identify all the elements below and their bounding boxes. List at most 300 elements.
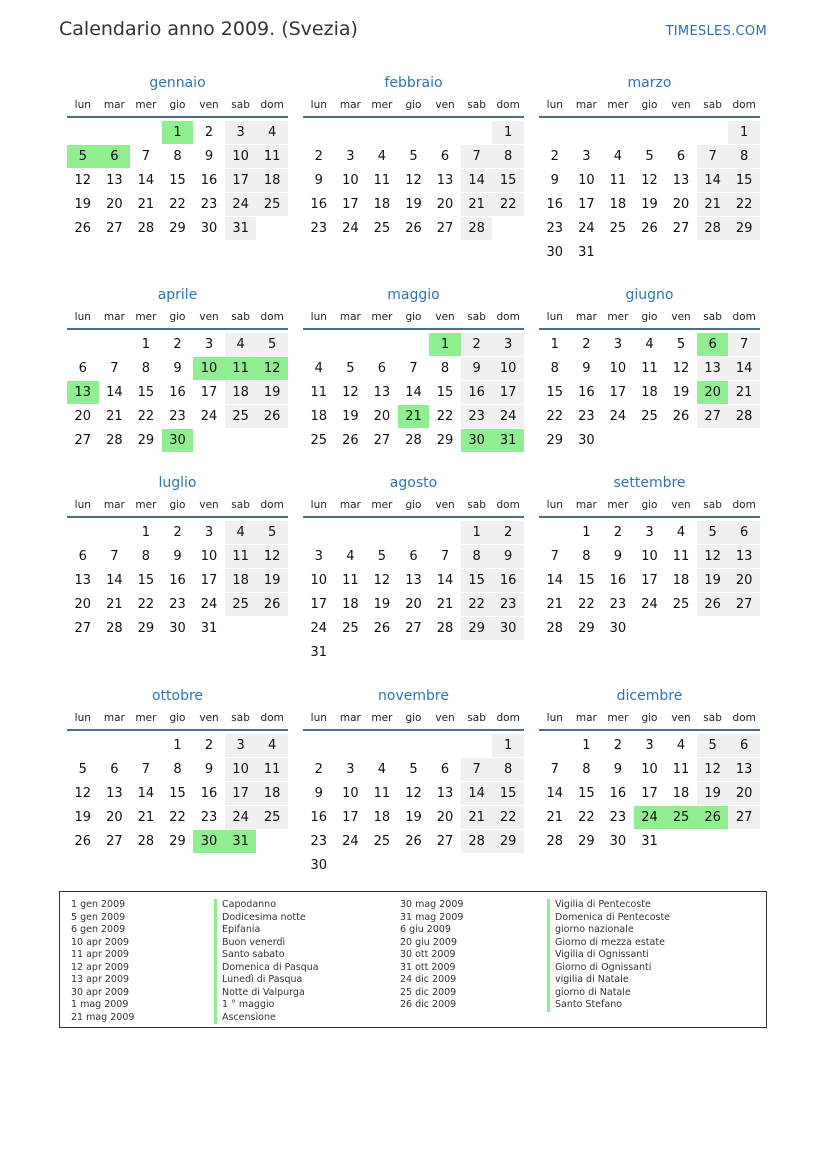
day-cell: 22: [436, 409, 454, 424]
day-cell: 8: [141, 361, 151, 376]
weekday-header: [67, 707, 288, 731]
weekday-label: gio: [169, 311, 186, 323]
day-cell: 20: [436, 810, 454, 825]
day-cell: 21: [697, 193, 729, 216]
weekday-label: ven: [435, 311, 455, 323]
day-cell: 13: [405, 573, 422, 588]
day-cell: 21: [546, 597, 564, 612]
weekday-label: sab: [703, 499, 722, 511]
legend-holiday-name: Ascensione: [214, 1012, 319, 1025]
day-cell: 18: [256, 782, 288, 805]
day-cell: 23: [609, 810, 627, 825]
week-row: [67, 121, 288, 145]
day-cell: 27: [728, 806, 760, 829]
day-cell: 7: [141, 762, 151, 777]
day-cell: 24: [634, 806, 666, 829]
day-cell: 29: [169, 834, 186, 849]
day-cell: 5: [377, 549, 387, 564]
day-cell: 25: [256, 806, 288, 829]
week-row: [67, 569, 288, 593]
day-cell: 19: [697, 569, 729, 592]
empty-cell: [571, 121, 603, 144]
day-cell: 18: [672, 573, 690, 588]
day-cell: 12: [697, 545, 729, 568]
day-cell: 14: [461, 169, 493, 192]
day-cell: 14: [546, 786, 564, 801]
day-cell: 13: [67, 381, 99, 404]
legend-holiday-name: Giorno di mezza estate: [547, 937, 670, 950]
day-cell: 31: [225, 830, 257, 853]
day-cell: 6: [676, 149, 686, 164]
day-cell: 14: [697, 169, 729, 192]
day-cell: 10: [641, 762, 658, 777]
legend-holiday-name: Dodicesima notte: [214, 912, 319, 925]
day-cell: 8: [582, 549, 591, 564]
day-cell: 2: [314, 762, 323, 777]
day-cell: 24: [225, 806, 257, 829]
weekday-label: gio: [641, 99, 658, 111]
weekday-header: [67, 494, 288, 518]
empty-cell: [366, 641, 398, 664]
day-cell: 30: [169, 621, 186, 636]
day-cell: 6: [78, 361, 87, 376]
day-cell: 24: [200, 597, 218, 612]
day-cell: 8: [440, 361, 450, 376]
day-cell: 1: [141, 337, 151, 352]
legend-dates-col-2: [400, 899, 463, 1012]
day-cell: 10: [310, 573, 328, 588]
day-cell: 12: [672, 361, 690, 376]
day-cell: 22: [137, 409, 155, 424]
empty-cell: [366, 734, 398, 757]
empty-cell: [461, 734, 493, 757]
day-cell: 3: [346, 149, 355, 164]
day-cell: 28: [106, 433, 123, 448]
day-cell: 3: [492, 333, 524, 356]
day-cell: 20: [106, 197, 123, 212]
day-cell: 13: [74, 573, 92, 588]
day-cell: 1: [582, 525, 591, 540]
empty-cell: [665, 830, 697, 853]
day-cell: 15: [546, 385, 564, 400]
day-cell: 24: [342, 834, 359, 849]
day-cell: 28: [728, 405, 760, 428]
day-cell: 7: [728, 333, 760, 356]
weekday-label: mar: [575, 712, 597, 724]
week-row: [303, 357, 524, 381]
week-row: [539, 593, 760, 617]
day-cell: 20: [728, 782, 760, 805]
month-marzo: [539, 72, 760, 265]
empty-cell: [99, 121, 131, 144]
day-cell: 30: [578, 433, 595, 448]
legend-names-col-1: [214, 899, 319, 1024]
day-cell: 16: [310, 197, 328, 212]
day-cell: 9: [314, 173, 323, 188]
legend-date: 31 ott 2009: [400, 961, 456, 973]
week-row: [539, 758, 760, 782]
day-cell: 13: [373, 385, 391, 400]
day-cell: 8: [728, 145, 760, 168]
day-cell: 18: [225, 381, 257, 404]
legend-date: 30 ott 2009: [400, 949, 456, 960]
day-cell: 8: [492, 758, 524, 781]
empty-cell: [665, 617, 697, 640]
week-row: [67, 193, 288, 217]
day-cell: 23: [578, 409, 595, 424]
legend-date: 20 giu 2009: [400, 936, 457, 948]
weekday-label: sab: [231, 712, 250, 724]
day-cell: 8: [492, 145, 524, 168]
day-cell: 19: [74, 810, 92, 825]
weekday-label: gio: [169, 99, 186, 111]
day-cell: 1: [582, 738, 591, 753]
day-cell: 23: [169, 409, 186, 424]
day-cell: 18: [256, 169, 288, 192]
day-cell: 22: [169, 197, 186, 212]
legend-holiday-name: Buon venerdì: [214, 937, 319, 950]
empty-cell: [335, 333, 367, 356]
day-cell: 5: [346, 361, 355, 376]
week-row: [67, 782, 288, 806]
day-cell: 7: [440, 549, 450, 564]
weekday-header: [67, 94, 288, 118]
empty-cell: [634, 429, 666, 452]
weekday-label: mar: [103, 712, 125, 724]
weekday-label: lun: [310, 311, 327, 323]
day-cell: 7: [409, 361, 418, 376]
empty-cell: [461, 121, 493, 144]
weekday-label: gio: [405, 712, 422, 724]
day-cell: 21: [546, 810, 564, 825]
legend-holiday-name: Notte di Valpurga: [214, 987, 319, 1000]
day-cell: 3: [645, 525, 654, 540]
weekday-label: dom: [260, 99, 284, 111]
day-cell: 17: [578, 197, 595, 212]
week-row: [303, 758, 524, 782]
day-cell: 10: [342, 786, 359, 801]
legend-holiday-name: Santo sabato: [214, 949, 319, 962]
weekday-header: [539, 94, 760, 118]
day-cell: 14: [461, 782, 493, 805]
day-cell: 9: [550, 173, 559, 188]
day-cell: 16: [461, 381, 493, 404]
day-cell: 30: [193, 830, 225, 853]
legend-date: 5 gen 2009: [71, 911, 126, 923]
week-row: [303, 782, 524, 806]
day-cell: 14: [106, 573, 123, 588]
empty-cell: [398, 734, 430, 757]
week-row: [303, 854, 524, 878]
empty-cell: [634, 617, 666, 640]
legend-holiday-name: giorno di Natale: [547, 987, 670, 1000]
day-cell: 14: [137, 786, 155, 801]
weekday-label: ven: [671, 99, 691, 111]
month-giugno: [539, 284, 760, 453]
empty-cell: [193, 429, 225, 452]
weekday-label: mer: [607, 499, 629, 511]
day-cell: 24: [641, 597, 658, 612]
day-cell: 4: [377, 762, 387, 777]
day-cell: 23: [461, 405, 493, 428]
empty-cell: [335, 854, 367, 877]
day-cell: 29: [461, 617, 493, 640]
day-cell: 27: [373, 433, 391, 448]
day-cell: 28: [106, 621, 123, 636]
day-cell: 11: [672, 762, 690, 777]
weekday-label: mer: [135, 499, 157, 511]
day-cell: 9: [204, 149, 214, 164]
legend-date: 1 gen 2009: [71, 899, 126, 910]
week-row: [539, 193, 760, 217]
day-cell: 15: [578, 573, 595, 588]
week-row: [303, 830, 524, 854]
week-row: [539, 545, 760, 569]
empty-cell: [398, 854, 430, 877]
day-cell: 9: [314, 786, 323, 801]
weekday-label: sab: [467, 499, 486, 511]
day-cell: 13: [106, 173, 123, 188]
day-cell: 8: [173, 762, 182, 777]
day-cell: 18: [373, 197, 391, 212]
day-cell: 1: [461, 521, 493, 544]
day-cell: 22: [578, 597, 595, 612]
day-cell: 8: [582, 762, 591, 777]
weekday-label: dom: [496, 712, 520, 724]
day-cell: 4: [256, 121, 288, 144]
weekday-label: ven: [199, 99, 219, 111]
weekday-label: lun: [310, 99, 327, 111]
day-cell: 30: [461, 429, 493, 452]
day-cell: 3: [225, 121, 257, 144]
day-cell: 11: [373, 173, 391, 188]
empty-cell: [602, 241, 634, 264]
weekday-label: mer: [371, 499, 393, 511]
empty-cell: [429, 734, 461, 757]
week-row: [539, 405, 760, 429]
day-cell: 2: [204, 125, 214, 140]
weekday-label: lun: [310, 499, 327, 511]
day-cell: 17: [609, 385, 627, 400]
day-cell: 11: [225, 357, 257, 380]
day-cell: 13: [106, 786, 123, 801]
weekday-label: mer: [607, 99, 629, 111]
day-cell: 4: [346, 549, 355, 564]
day-cell: 24: [492, 405, 524, 428]
day-cell: 29: [728, 217, 760, 240]
day-cell: 31: [310, 645, 328, 660]
week-row: [67, 734, 288, 758]
week-row: [539, 217, 760, 241]
week-row: [303, 405, 524, 429]
day-cell: 9: [173, 361, 182, 376]
day-cell: 5: [256, 521, 288, 544]
empty-cell: [602, 121, 634, 144]
day-cell: 31: [225, 217, 257, 240]
day-cell: 17: [492, 381, 524, 404]
day-cell: 9: [582, 361, 591, 376]
weekday-label: lun: [546, 712, 563, 724]
week-row: [539, 734, 760, 758]
week-row: [539, 569, 760, 593]
month-name: gennaio: [149, 75, 206, 91]
empty-cell: [697, 830, 729, 853]
day-cell: 18: [672, 786, 690, 801]
day-cell: 30: [546, 245, 564, 260]
legend-holiday-name: Vigilia di Pentecoste: [547, 899, 670, 912]
day-cell: 1: [162, 121, 194, 144]
day-cell: 4: [225, 521, 257, 544]
day-cell: 16: [200, 786, 218, 801]
weekday-header: [67, 306, 288, 330]
week-row: [67, 545, 288, 569]
day-cell: 29: [492, 830, 524, 853]
day-cell: 21: [436, 597, 454, 612]
day-cell: 26: [256, 405, 288, 428]
day-cell: 3: [204, 337, 214, 352]
day-cell: 15: [492, 782, 524, 805]
legend-holiday-name: Epifania: [214, 924, 319, 937]
day-cell: 31: [200, 621, 218, 636]
day-cell: 26: [405, 221, 422, 236]
day-cell: 13: [728, 758, 760, 781]
empty-cell: [461, 854, 493, 877]
day-cell: 2: [492, 521, 524, 544]
empty-cell: [697, 617, 729, 640]
day-cell: 17: [342, 197, 359, 212]
site-link[interactable]: TIMESLES.COM: [665, 24, 767, 39]
week-row: [67, 333, 288, 357]
weekday-label: ven: [671, 499, 691, 511]
empty-cell: [492, 854, 524, 877]
week-row: [539, 806, 760, 830]
day-cell: 15: [169, 786, 186, 801]
empty-cell: [728, 830, 760, 853]
day-cell: 11: [641, 361, 658, 376]
month-name: maggio: [387, 287, 440, 303]
day-cell: 12: [641, 173, 658, 188]
day-cell: 9: [204, 762, 214, 777]
day-cell: 27: [74, 433, 92, 448]
day-cell: 20: [74, 597, 92, 612]
day-cell: 11: [310, 385, 328, 400]
day-cell: 31: [578, 245, 595, 260]
day-cell: 25: [225, 405, 257, 428]
week-row: [539, 782, 760, 806]
empty-cell: [398, 641, 430, 664]
day-cell: 17: [200, 573, 218, 588]
weekday-label: ven: [671, 712, 691, 724]
day-cell: 1: [492, 734, 524, 757]
week-row: [539, 830, 760, 854]
day-cell: 24: [578, 221, 595, 236]
day-cell: 15: [137, 573, 155, 588]
day-cell: 8: [173, 149, 182, 164]
day-cell: 7: [461, 758, 493, 781]
day-cell: 2: [173, 337, 182, 352]
weekday-label: lun: [74, 311, 91, 323]
legend-date: 30 apr 2009: [71, 986, 130, 998]
day-cell: 18: [310, 409, 328, 424]
weekday-label: mar: [103, 99, 125, 111]
empty-cell: [728, 241, 760, 264]
day-cell: 22: [461, 593, 493, 616]
day-cell: 7: [550, 762, 559, 777]
month-gennaio: [67, 72, 288, 241]
day-cell: 25: [373, 221, 391, 236]
day-cell: 29: [169, 221, 186, 236]
day-cell: 22: [546, 409, 564, 424]
empty-cell: [634, 121, 666, 144]
day-cell: 8: [550, 361, 559, 376]
day-cell: 14: [106, 385, 123, 400]
legend-holiday-name: Capodanno: [214, 899, 319, 912]
day-cell: 30: [492, 617, 524, 640]
day-cell: 22: [578, 810, 595, 825]
day-cell: 26: [74, 834, 92, 849]
day-cell: 3: [346, 762, 355, 777]
day-cell: 27: [672, 221, 690, 236]
day-cell: 28: [461, 217, 493, 240]
day-cell: 6: [440, 762, 450, 777]
day-cell: 20: [74, 409, 92, 424]
day-cell: 27: [405, 621, 422, 636]
month-name: febbraio: [384, 75, 443, 91]
empty-cell: [256, 429, 288, 452]
empty-cell: [99, 734, 131, 757]
empty-cell: [225, 617, 257, 640]
weekday-label: lun: [546, 499, 563, 511]
day-cell: 14: [546, 573, 564, 588]
weekday-label: lun: [74, 99, 91, 111]
month-novembre: [303, 685, 524, 878]
day-cell: 6: [78, 549, 87, 564]
empty-cell: [429, 854, 461, 877]
day-cell: 28: [137, 834, 155, 849]
day-cell: 11: [256, 145, 288, 168]
empty-cell: [429, 121, 461, 144]
weekday-label: dom: [732, 311, 756, 323]
weekday-label: mar: [339, 712, 361, 724]
day-cell: 12: [405, 786, 422, 801]
empty-cell: [539, 521, 571, 544]
day-cell: 25: [310, 433, 328, 448]
week-row: [303, 545, 524, 569]
day-cell: 26: [342, 433, 359, 448]
day-cell: 10: [641, 549, 658, 564]
week-row: [303, 121, 524, 145]
legend-holiday-name: Giorno di Ognissanti: [547, 962, 670, 975]
day-cell: 25: [225, 593, 257, 616]
day-cell: 4: [613, 149, 623, 164]
day-cell: 26: [373, 621, 391, 636]
day-cell: 19: [256, 381, 288, 404]
weekday-label: sab: [231, 311, 250, 323]
day-cell: 27: [74, 621, 92, 636]
day-cell: 3: [225, 734, 257, 757]
legend-holiday-name: Santo Stefano: [547, 999, 670, 1012]
week-row: [539, 333, 760, 357]
day-cell: 27: [106, 221, 123, 236]
day-cell: 5: [697, 734, 729, 757]
month-name: luglio: [158, 475, 197, 491]
month-name: ottobre: [151, 688, 204, 704]
day-cell: 1: [173, 738, 182, 753]
day-cell: 20: [436, 197, 454, 212]
day-cell: 1: [728, 121, 760, 144]
day-cell: 12: [405, 173, 422, 188]
weekday-header: [303, 94, 524, 118]
